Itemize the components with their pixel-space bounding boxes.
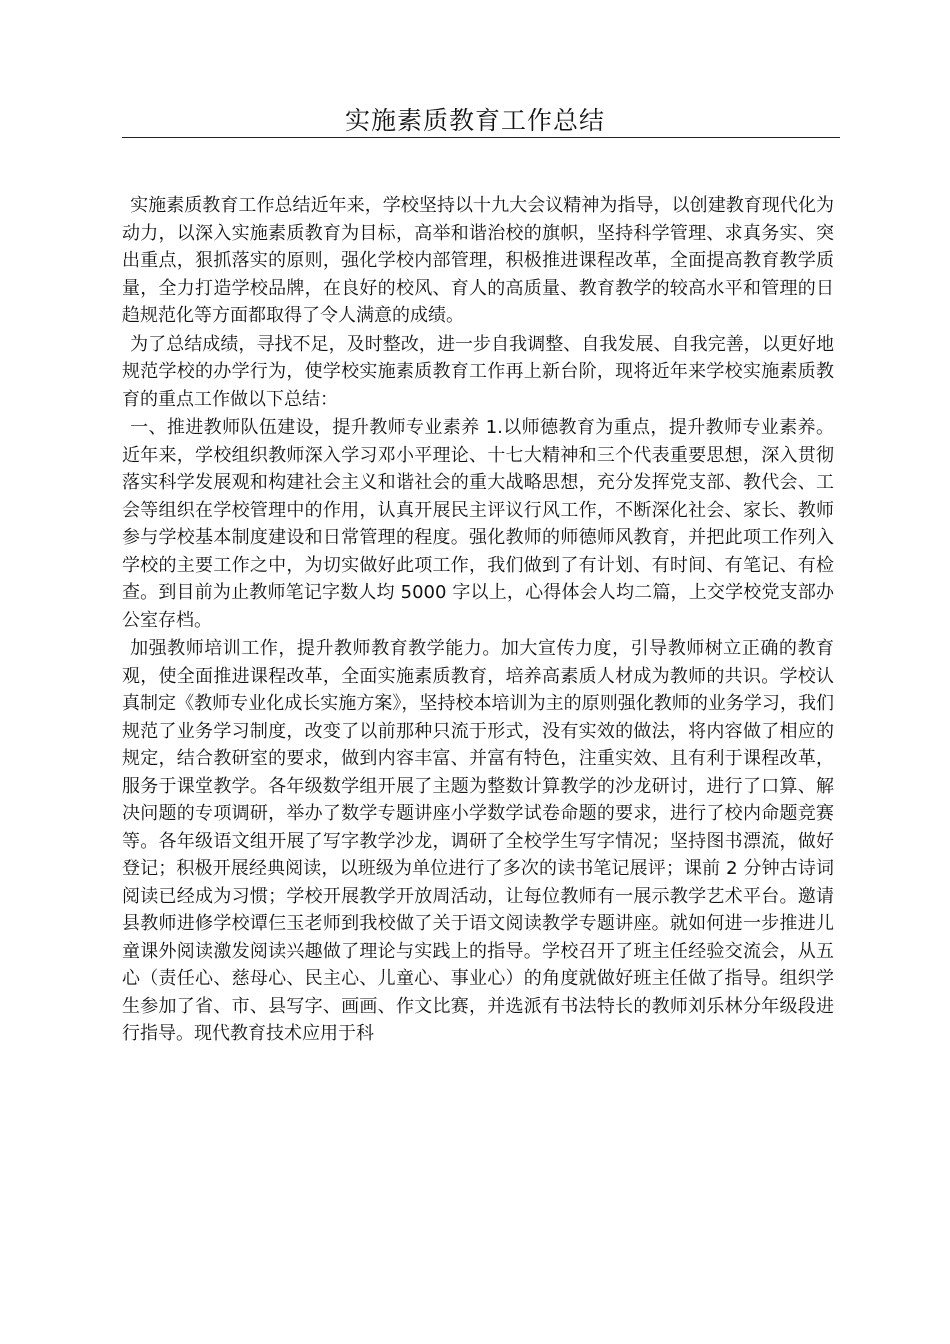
title-underline bbox=[122, 137, 840, 138]
paragraph-teacher-team: 一、推进教师队伍建设，提升教师专业素养 1.以师德教育为重点，提升教师专业素养。近年来，学校组织教师深入学习邓小平理论、十七大精神和三个代表重要思想，深入贯彻落实科学发展观和构建社会主义和谐社会的重大战略思想，充分发挥党支部、教代会、工会等组织在学校管理中的作用，认真开展民主评议行风工作，不断深化社会、家长、教师参与学校基本制度建设和日常管理的程度。强化教师的师德师风教育，并把此项工作列入学校的主要工作之中，为切实做好此项工作，我们做到了有计划、有时间、有笔记、有检查。到目前为止教师笔记字数人均 5000 字以上，心得体会人均二篇，上交学校党支部办公室存档。 bbox=[122, 417, 834, 631]
paragraph-teacher-training: 加强教师培训工作，提升教师教育教学能力。加大宣传力度，引导教师树立正确的教育观，使全面推进课程改革，全面实施素质教育，培养高素质人材成为教师的共识。学校认真制定《教师专业化成长实施方案》，坚持校本培训为主的原则强化教师的业务学习，我们规范了业务学习制度，改变了以前那种只流于形式，没有实效的做法，将内容做了相应的规定，结合教研室的要求，做到内容丰富、并富有特色，注重实效、且有利于课程改革，服务于课堂教学。各年级数学组开展了主题为整数计算教学的沙龙研讨，进行了口算、解决问题的专项调研，举办了数学专题讲座小学数学试卷命题的要求，进行了校内命题竞赛等。各年级语文组开展了写字教学沙龙，调研了全校学生写字情况；坚持图书漂流，做好登记；积极开展经典阅读，以班级为单位进行了多次的读书笔记展评；课前 2 分钟古诗词阅读已经成为习惯；学校开展教学开放周活动，让每位教师有一展示教学艺术平台。邀请县教师进修学校谭仨玉老师到我校做了关于语文阅读教学专题讲座。就如何进一步推进儿童课外阅读激发阅读兴趣做了理论与实践上的指导。学校召开了班主任经验交流会，从五心（责任心、慈母心、民主心、儿童心、事业心）的角度就做好班主任做了指导。组织学生参加了省、市、县写字、画画、作文比赛，并选派有书法特长的教师刘乐林分年级段进行指导。现代教育技术应用于科 bbox=[122, 638, 834, 1044]
paragraph-intro: 实施素质教育工作总结近年来，学校坚持以十九大会议精神为指导，以创建教育现代化为动力，以深入实施素质教育为目标，高举和谐治校的旗帜，坚持科学管理、求真务实、突出重点，狠抓落实的原则，强化学校内部管理，积极推进课程改革，全面提高教育教学质量，全力打造学校品牌，在良好的校风、育人的高质量、教育教学的较高水平和管理的日趋规范化等方面都取得了令人满意的成绩。 bbox=[122, 195, 834, 326]
paragraph-purpose: 为了总结成绩，寻找不足，及时整改，进一步自我调整、自我发展、自我完善，以更好地规范学校的办学行为，使学校实施素质教育工作再上新台阶，现将近年来学校实施素质教育的重点工作做以下总结： bbox=[122, 333, 834, 410]
document-title: 实施素质教育工作总结 bbox=[344, 106, 605, 135]
document-body bbox=[122, 192, 834, 1049]
